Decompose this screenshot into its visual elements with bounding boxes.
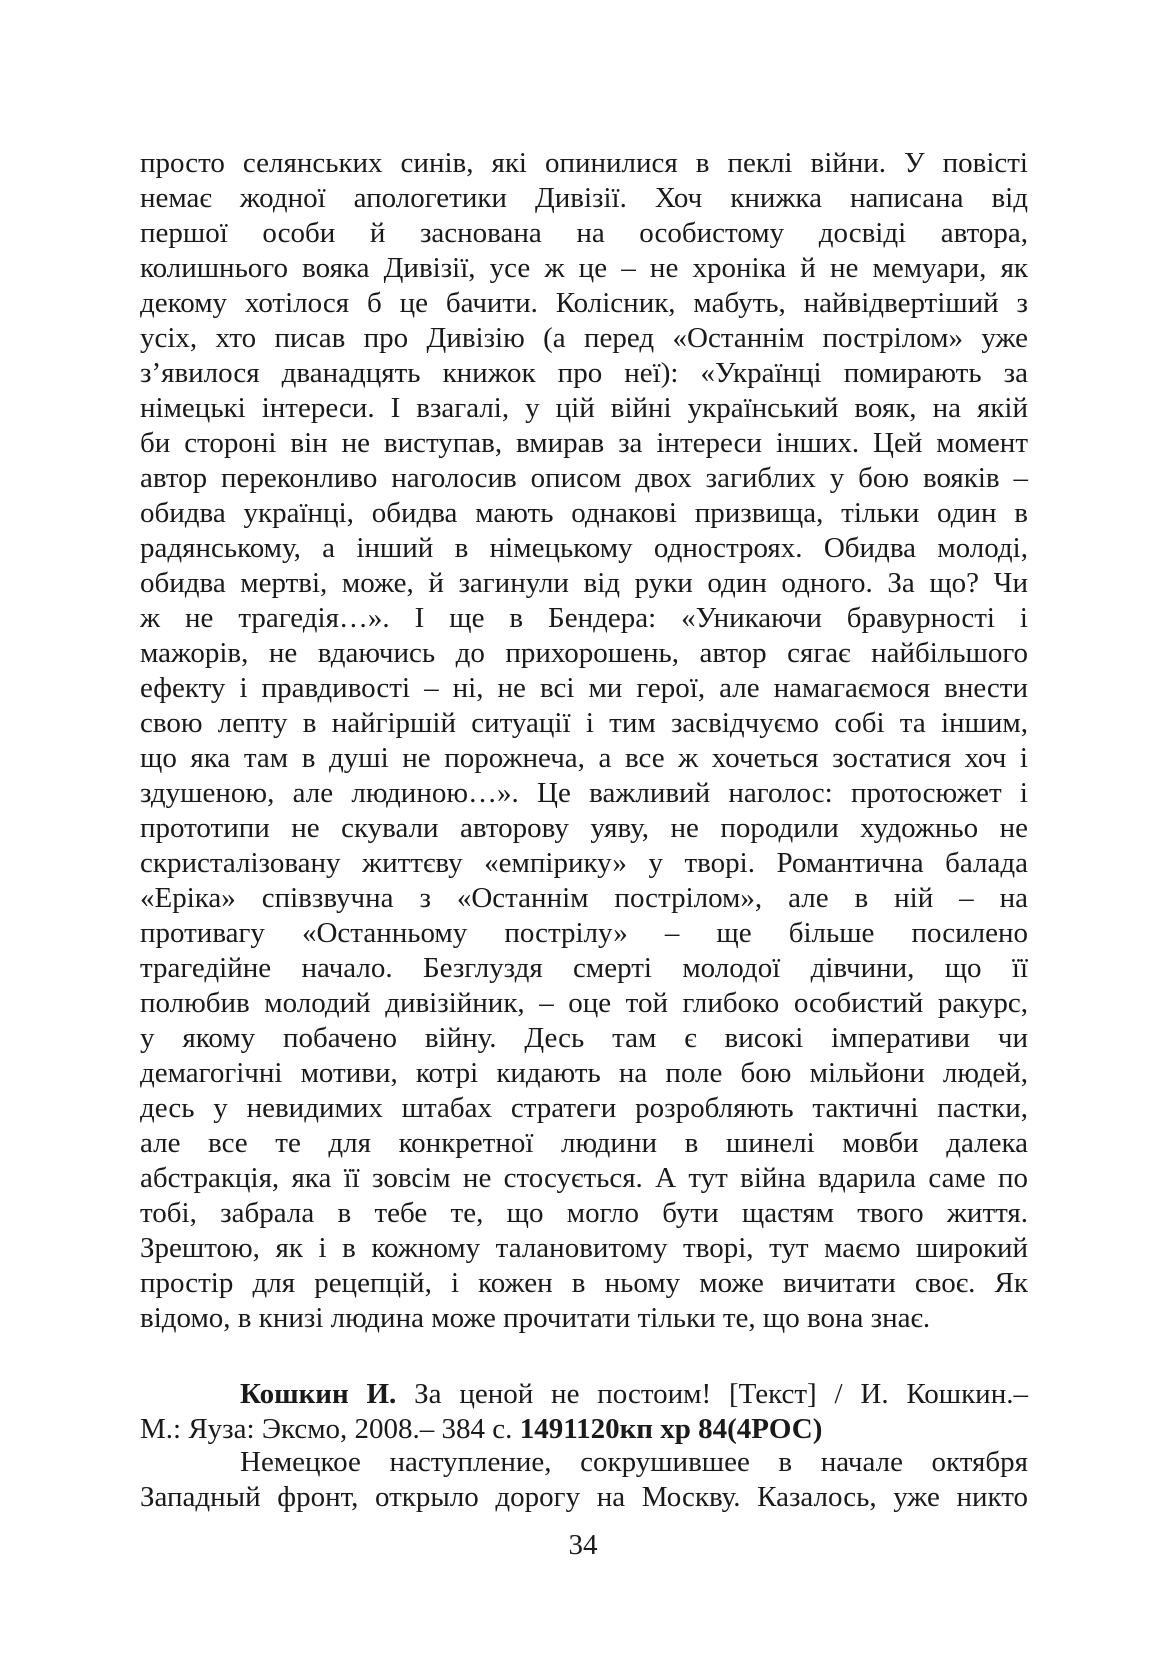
body-line: полюбив молодий дивізійник, – оце той глибоко особистий ракурс,	[140, 987, 1028, 1019]
body-line: що яка там в душі не порожнеча, а все ж хочеться зостатися хоч і	[140, 742, 1028, 774]
body-line: демагогічні мотиви, котрі кидають на поле бою мільйони людей,	[140, 1057, 1028, 1089]
body-line: немає жодної апологетики Дивізії. Хоч книжка написана від	[140, 182, 1028, 214]
body-line: би стороні він не виступав, вмирав за інтереси інших. Цей момент	[140, 427, 1028, 459]
body-line: усіх, хто писав про Дивізію (а перед «Останнім пострілом» уже	[140, 322, 1028, 354]
body-line: «Еріка» співзвучна з «Останнім пострілом», але в ній – на	[140, 882, 1028, 914]
body-text	[140, 146, 1028, 1336]
body-line: ефекту і правдивості – ні, не всі ми герої, але намагаємося внести	[140, 672, 1028, 704]
body-line: колишнього вояка Дивізії, усе ж це – не хроніка й не мемуари, як	[140, 252, 1028, 284]
body-line: першої особи й заснована на особистому досвіді автора,	[140, 217, 1028, 249]
body-line: противагу «Останньому пострілу» – ще більше посилено	[140, 917, 1028, 949]
body-line: Зрештою, як і в кожному талановитому творі, тут маємо широкий	[140, 1232, 1028, 1264]
reference-title: За ценой не постоим! [Текст] / И. Кошкин.–	[396, 1378, 1028, 1410]
body-line: з’явилося дванадцять книжок про неї): «Українці помирають за	[140, 357, 1028, 389]
body-line: простір для рецепцій, і кожен в ньому може вичитати своє. Як	[140, 1267, 1028, 1299]
reference-author: Кошкин И.	[240, 1378, 397, 1410]
reference-line	[140, 1412, 1028, 1447]
body-line: у якому побачено війну. Десь там є високі імперативи чи	[140, 1022, 1028, 1054]
body-line: скристалізовану життєву «емпірику» у творі. Романтична балада	[140, 847, 1028, 879]
next-paragraph	[140, 1445, 1028, 1515]
body-line: свою лепту в найгіршій ситуації і тим засвідчуємо собі та іншим,	[140, 707, 1028, 739]
reference-publication: М.: Яуза: Эксмо, 2008.– 384 с.	[140, 1413, 520, 1445]
body-line: прототипи не скували авторову уяву, не породили художньо не	[140, 812, 1028, 844]
reference-code: 1491120кп хр 84(4РОС)	[519, 1413, 823, 1445]
body-line: але все те для конкретної людини в шинелі мовби далека	[140, 1127, 1028, 1159]
body-line: десь у невидимих штабах стратеги розробляють тактичні пастки,	[140, 1092, 1028, 1124]
body-line: автор переконливо наголосив описом двох загиблих у бою вояків –	[140, 462, 1028, 494]
bibliographic-reference	[140, 1377, 1028, 1447]
body-line: обидва мертві, може, й загинули від руки один одного. За що? Чи	[140, 567, 1028, 599]
body-line: декому хотілося б це бачити. Колісник, мабуть, найвідвертіший з	[140, 287, 1028, 319]
body-line: трагедійне начало. Безглуздя смерті молодої дівчини, що її	[140, 952, 1028, 984]
body-line: тобі, забрала в тебе те, що могло бути щастям твого життя.	[140, 1197, 1028, 1229]
reference-line	[140, 1377, 1028, 1412]
body-line: абстракція, яка її зовсім не стосується. А тут війна вдарила саме по	[140, 1162, 1028, 1194]
body-line: радянському, а інший в німецькому одностроях. Обидва молоді,	[140, 532, 1028, 564]
page-number: 34	[568, 1529, 598, 1561]
body-line: німецькі інтереси. І взагалі, у цій війні український вояк, на якій	[140, 392, 1028, 424]
paragraph-line: Немецкое наступление, сокрушившее в начале октября	[240, 1446, 1028, 1478]
body-line: здушеною, але людиною…». Це важливий наголос: протосюжет і	[140, 777, 1028, 809]
body-line: мажорів, не вдаючись до прихорошень, автор сягає найбільшого	[140, 637, 1028, 669]
body-line: відомо, в книзі людина може прочитати тільки те, що вона знає.	[140, 1302, 931, 1334]
body-line: обидва українці, обидва мають однакові призвища, тільки один в	[140, 497, 1028, 529]
body-line: просто селянських синів, які опинилися в пеклі війни. У повісті	[140, 147, 1028, 179]
body-line: ж не трагедія…». І ще в Бендера: «Уникаючи бравурності і	[140, 602, 1028, 634]
paragraph-line: Западный фронт, открыло дорогу на Москву. Казалось, уже никто	[140, 1481, 1028, 1513]
